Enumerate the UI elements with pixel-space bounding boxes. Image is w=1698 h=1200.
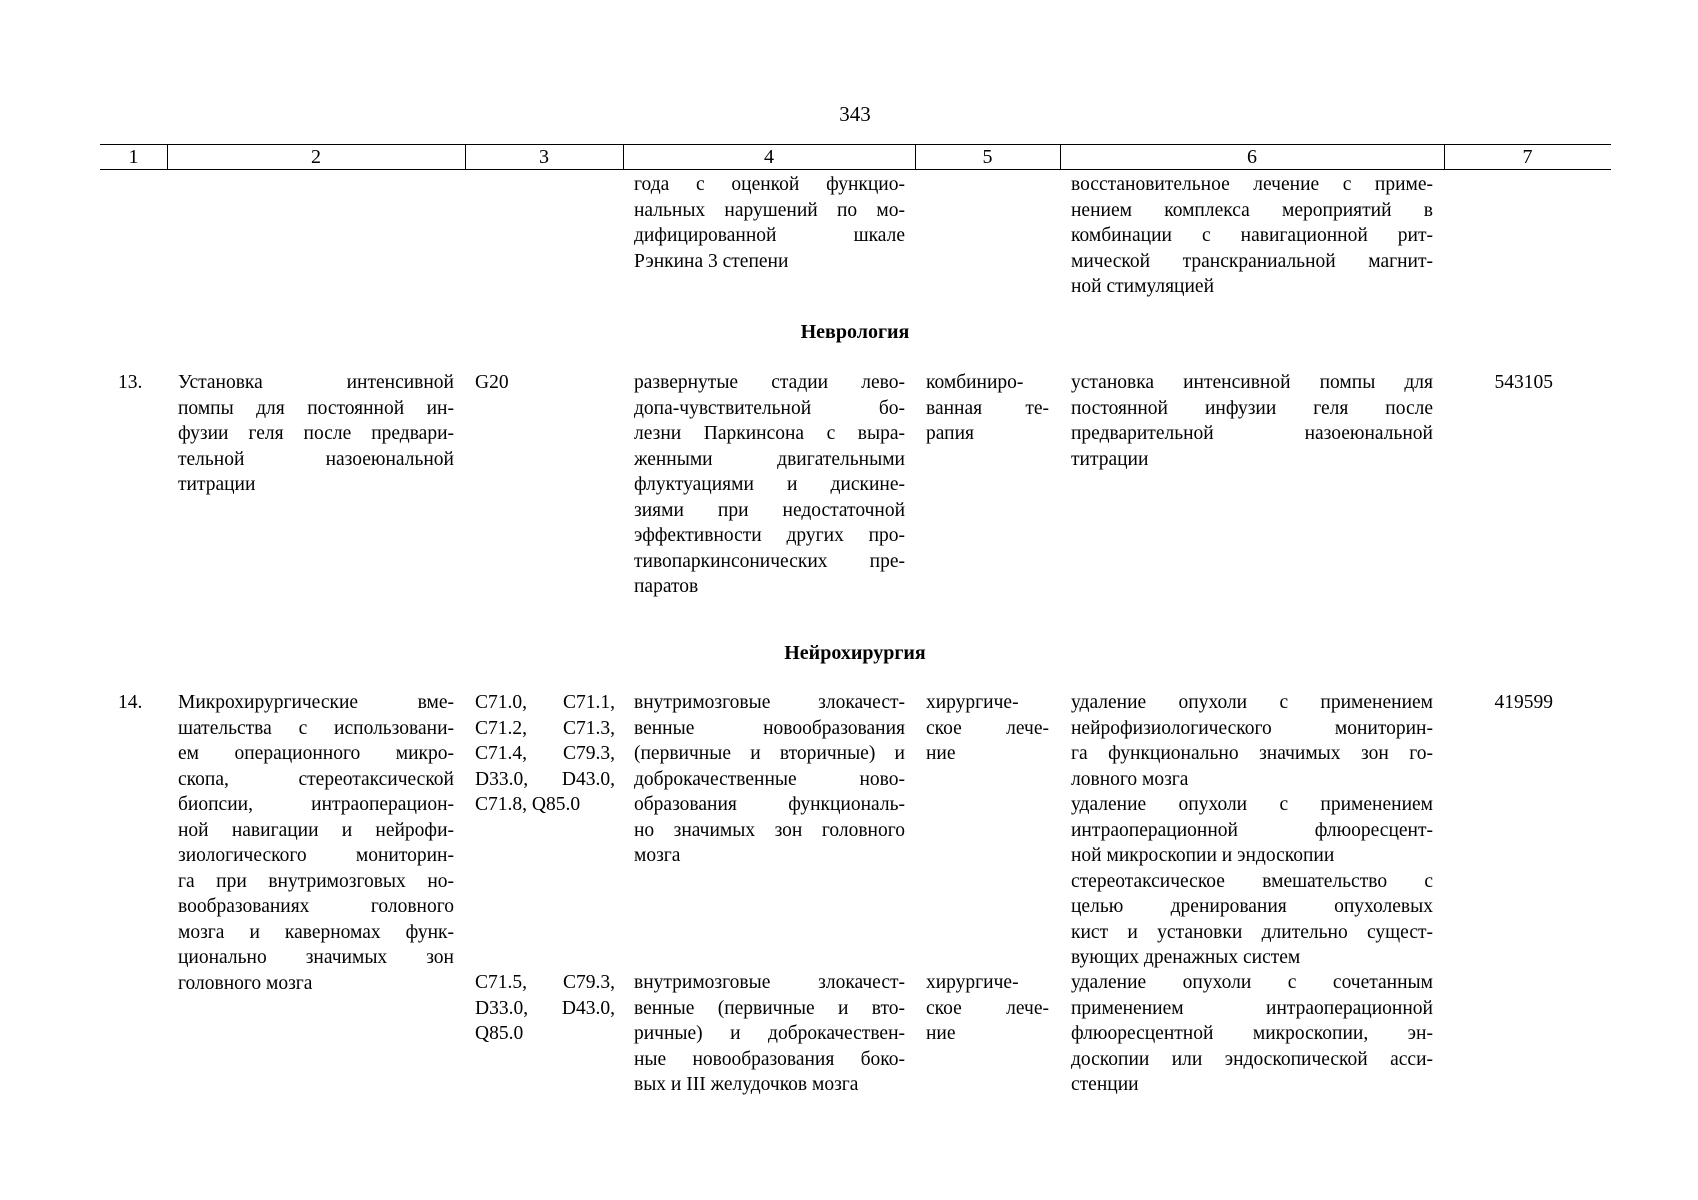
text-line: но значимых зон головного	[634, 819, 905, 841]
text-line: тельной назоеюнальной	[178, 448, 454, 470]
text-line: стереотаксическое вмешательство с	[1071, 870, 1433, 892]
text-line: Микрохирургические вме-	[178, 692, 454, 713]
row13-col6	[1071, 370, 1433, 472]
text-line: помпы для постоянной ин-	[178, 397, 454, 419]
text-line: удаление опухоли с применением	[1071, 794, 1433, 815]
text-line: га функционально значимых зон го-	[1071, 743, 1433, 764]
text-line: зиями при недостаточной	[634, 499, 905, 521]
text-line: постоянной инфузии геля после	[1071, 397, 1433, 419]
page-number: 343	[839, 102, 871, 126]
continuation-col6	[1071, 172, 1433, 300]
column-header-7: 7	[1522, 146, 1533, 168]
text-line: рапия	[926, 423, 974, 444]
text-line: целью дренирования опухолевых	[1071, 896, 1433, 917]
text-line: Рэнкина 3 степени	[634, 250, 789, 272]
text-line: титрации	[1071, 448, 1149, 470]
column-header-3: 3	[539, 146, 549, 168]
text-line: ское лече-	[926, 717, 1049, 739]
text-line: C71.8, Q85.0	[475, 794, 581, 815]
text-line: хирургиче-	[926, 692, 1019, 713]
text-line: C71.5, C79.3,	[475, 972, 615, 993]
text-line: биопсии, интраоперацион-	[178, 794, 454, 815]
text-line: применением интраоперационной	[1071, 997, 1433, 1019]
text-line: доскопии или эндоскопической асси-	[1071, 1048, 1433, 1070]
text-line: C71.0, C71.1,	[475, 692, 615, 713]
row-number: 14.	[118, 692, 143, 713]
text-line: венные новообразования	[634, 717, 905, 739]
text-line: удаление опухоли с сочетанным	[1071, 972, 1433, 993]
text-line: развернутые стадии лево-	[634, 372, 905, 393]
text-line: кист и установки длительно сущест-	[1071, 921, 1433, 943]
text-line: предварительной назоеюнальной	[1071, 423, 1433, 444]
row13-col2	[178, 370, 454, 498]
section-title-neurosurgery: Нейрохирургия	[784, 642, 926, 664]
text-line: фузии геля после предвари-	[178, 423, 454, 444]
column-header-4: 4	[764, 146, 774, 168]
text-line: тивопаркинсонических пре-	[634, 550, 905, 572]
text-line: ные новообразования боко-	[634, 1048, 905, 1070]
text-line: ной навигации и нейрофи-	[178, 819, 454, 841]
text-line: венные (первичные и вто-	[634, 997, 905, 1019]
row13-col4	[634, 370, 905, 600]
text-line: ванная те-	[926, 397, 1049, 419]
text-line: внутримозговые злокачест-	[634, 692, 905, 713]
text-line: вообразованиях головного	[178, 896, 454, 917]
text-line: установка интенсивной помпы для	[1071, 372, 1433, 393]
table-header-row	[100, 144, 1611, 170]
text-line: ционально значимых зон	[178, 947, 454, 968]
text-line: ричные) и доброкачествен-	[634, 1023, 905, 1044]
text-line: нением комплекса мероприятий в	[1071, 199, 1433, 221]
row14b-col4	[634, 970, 905, 1098]
text-line: ем операционного микро-	[178, 743, 454, 764]
text-line: ское лече-	[926, 997, 1049, 1019]
row14a-col5	[926, 690, 1049, 767]
text-line: C71.2, C71.3,	[475, 717, 615, 739]
row14b-col5	[926, 970, 1049, 1047]
section-title-neurology: Неврология	[800, 321, 910, 343]
text-line: C71.4, C79.3,	[475, 743, 615, 764]
text-line: мической транскраниальной магнит-	[1071, 250, 1433, 272]
text-line: ной микроскопии и эндоскопии	[1071, 845, 1335, 866]
row14b-col6	[1071, 970, 1433, 1098]
row14b-col3	[475, 970, 615, 1047]
column-header-6: 6	[1247, 146, 1257, 168]
row-number: 13.	[118, 372, 143, 393]
row13-price: 543105	[1494, 372, 1553, 393]
text-line: образования функциональ-	[634, 794, 905, 815]
text-line: G20	[475, 372, 509, 393]
row14a-col4	[634, 690, 905, 869]
text-line: восстановительное лечение с приме-	[1071, 174, 1433, 195]
row13-col3	[475, 370, 615, 396]
text-line: Установка интенсивной	[178, 372, 454, 393]
column-header-5: 5	[982, 146, 993, 168]
text-line: доброкачественные ново-	[634, 768, 905, 790]
row14a-col3	[475, 690, 615, 818]
text-line: эффективности других про-	[634, 525, 905, 546]
text-line: стенции	[1071, 1074, 1139, 1095]
text-line: флюоресцентной микроскопии, эн-	[1071, 1023, 1433, 1044]
text-line: ловного мозга	[1071, 768, 1189, 790]
text-line: скопа, стереотаксической	[178, 768, 454, 790]
text-line: головного мозга	[178, 972, 313, 994]
text-line: нейрофизиологического мониторин-	[1071, 717, 1433, 739]
text-line: комбиниро-	[926, 372, 1024, 393]
text-line: вых и III желудочков мозга	[634, 1074, 859, 1095]
row13-col5	[926, 370, 1049, 447]
column-header-2: 2	[311, 146, 321, 168]
text-line: га при внутримозговых но-	[178, 870, 454, 892]
row14-col2	[178, 690, 454, 996]
column-header-1: 1	[128, 146, 139, 168]
text-line: вующих дренажных систем	[1071, 947, 1301, 968]
row14-price: 419599	[1494, 692, 1553, 713]
text-line: D33.0, D43.0,	[475, 997, 615, 1019]
text-line: женными двигательными	[634, 448, 905, 470]
continuation-col4	[634, 172, 905, 274]
text-line: Q85.0	[475, 1023, 524, 1044]
text-line: интраоперационной флюоресцент-	[1071, 819, 1433, 841]
text-line: внутримозговые злокачест-	[634, 972, 905, 993]
text-line: ной стимуляцией	[1071, 276, 1215, 297]
text-line: мозга и каверномах функ-	[178, 921, 454, 943]
text-line: шательства с использовани-	[178, 717, 454, 739]
text-line: титрации	[178, 474, 256, 495]
text-line: зиологического мониторин-	[178, 845, 454, 866]
text-line: паратов	[634, 576, 699, 597]
text-line: ние	[926, 743, 956, 764]
text-line: нальных нарушений по мо-	[634, 199, 905, 221]
text-line: флуктуациями и дискине-	[634, 474, 905, 495]
text-line: дифицированной шкале	[634, 225, 905, 246]
text-line: комбинации с навигационной рит-	[1071, 225, 1433, 246]
text-line: года с оценкой функцио-	[634, 174, 905, 195]
text-line: удаление опухоли с применением	[1071, 692, 1433, 713]
row14a-col6	[1071, 690, 1433, 971]
text-line: допа-чувствительной бо-	[634, 397, 905, 419]
text-line: лезни Паркинсона с выра-	[634, 423, 905, 444]
text-line: хирургиче-	[926, 972, 1019, 993]
text-line: (первичные и вторичные) и	[634, 743, 905, 764]
text-line: ние	[926, 1023, 956, 1044]
text-line: D33.0, D43.0,	[475, 768, 615, 790]
text-line: мозга	[634, 845, 681, 866]
